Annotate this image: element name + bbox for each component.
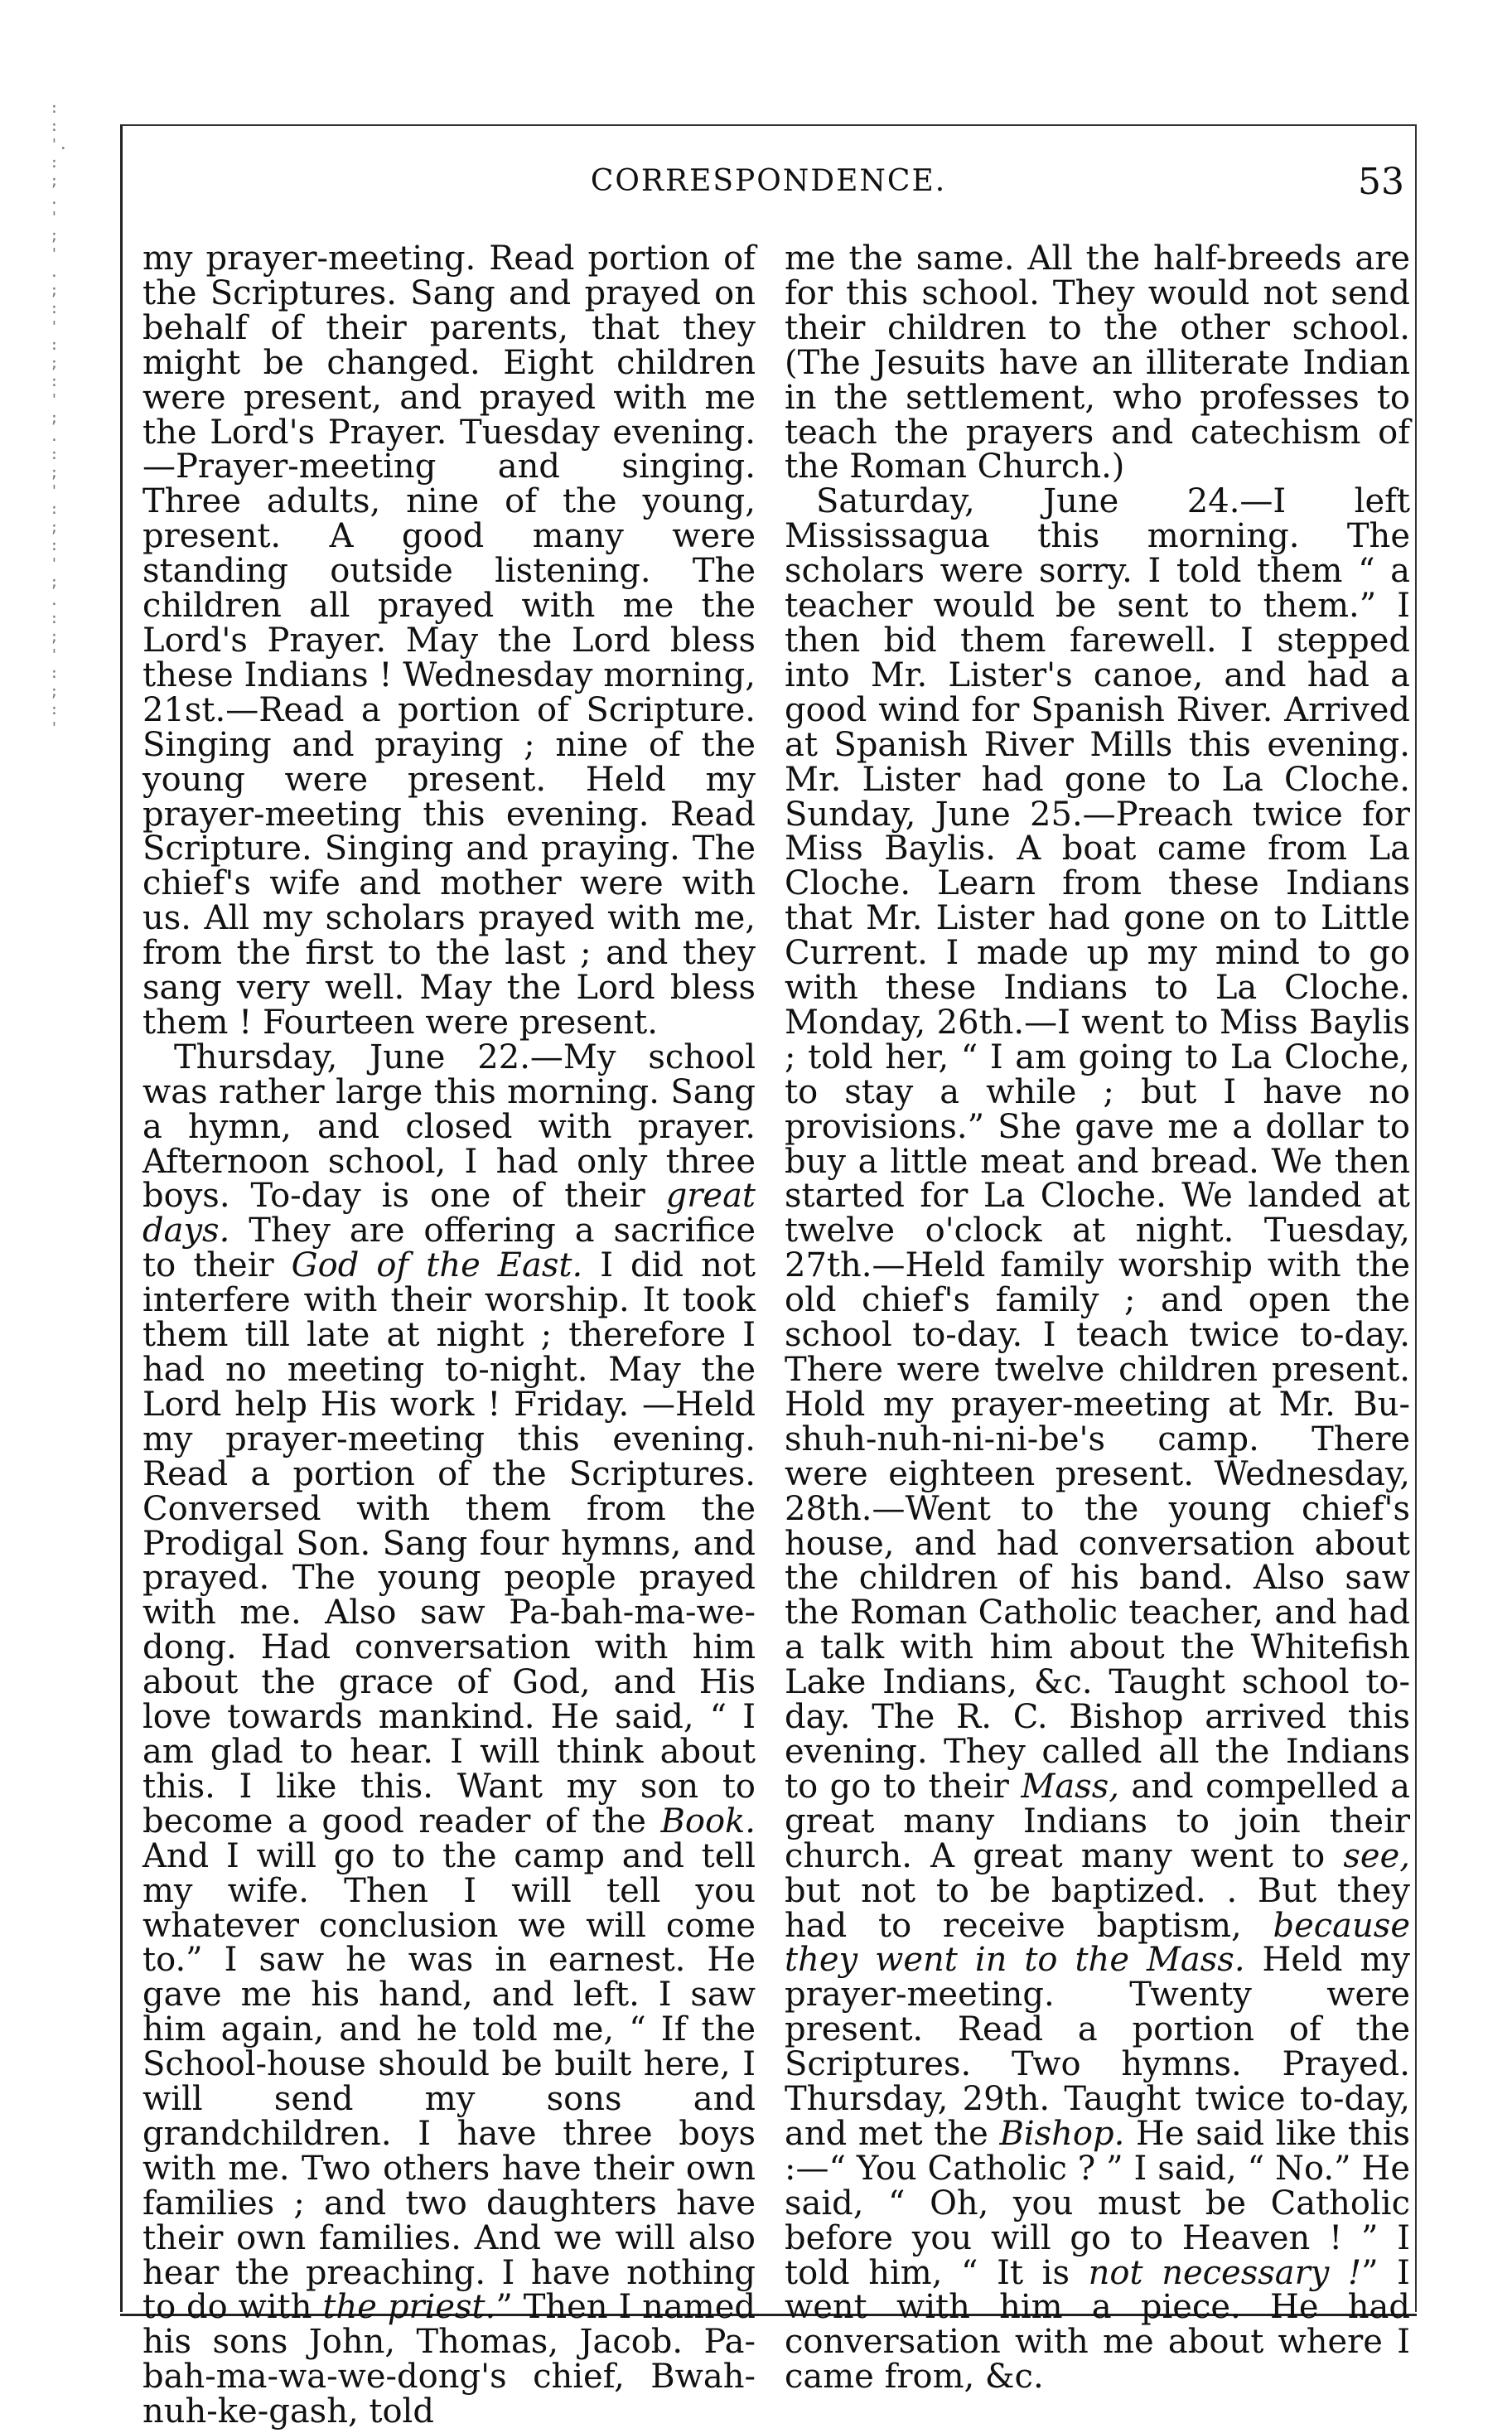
text-run: but not to be baptized. . But they had to receive baptism,: [785, 1871, 1410, 1945]
page-number: 53: [1358, 161, 1404, 203]
text-run: I did not interfere with their worship. It took them till late at night ; therefore I had no meeting to-night. May the Lord help His work ! Friday. —Held my prayer-meeting this evening. Read a portion of the Scriptures. Conversed with them from the Prodigal Son. Sang four hymns, and prayed. The young people prayed with me. Also saw Pa-bah-ma-we-dong. Had conversation with him about the grace of God, and His love towards mankind. He said, “ I am glad to hear. I will think about this. I like this. Want my son to become a good reader of the: [143, 1246, 756, 1840]
italic-run: see,: [1343, 1836, 1410, 1875]
italic-run: Book.: [660, 1802, 756, 1840]
italic-run: not necessary !: [1088, 2253, 1362, 2292]
text-run: Held my prayer-meeting. Twenty were present. Read a portion of the Scriptures. Two hymns. Prayed. Thursday, 29th. Taught twice to-day, and met the: [785, 1941, 1410, 2153]
running-header: [133, 161, 1404, 204]
text-run: They are offering a sacrifice to their: [143, 1212, 756, 1285]
left-column: [143, 239, 756, 2431]
text-run: Thursday, June 22.—My school was rather large this morning. Sang a hymn, and closed with prayer. Afternoon school, I had only three boys. To-day is one of their: [143, 1038, 756, 1216]
running-title: CORRESPONDENCE.: [590, 164, 947, 198]
left-paragraph-2: [143, 1038, 756, 2431]
text-run: Saturday, June 24.—I left Mississagua this morning. The scholars were sorry. I told them “ a teacher would be sent to them.” I then bid them farewell. I stepped into Mr. Lister's canoe, and had a good wind for Spanish River. Arrived at Spanish River Mills this evening. Mr. Lister had gone to La Cloche. Sunday, June 25.—Preach twice for Miss Baylis. A boat came from La Cloche. Learn from these Indians that Mr. Lister had gone on to Little Current. I made up my mind to go with these Indians to La Cloche. Monday, 26th.—I went to Miss Baylis ; told her, “ I am going to La Cloche, to stay a while ; but I have no provisions.” She gave me a dollar to buy a little meat and bread. We then started for La Cloche. We landed at twelve o'clock at night. Tuesday, 27th.—Held family worship with the old chief's family ; and open the school to-day. I teach twice to-day. There were twelve children present. Hold my prayer-meeting at Mr. Bu-shuh-nuh-ni-ni-be's camp. There were eighteen present. Wednesday, 28th.—Went to the young chief's house, and had conversation about the children of his band. Also saw the Roman Catholic teacher, and had a talk with him about the Whitefish Lake Indians, &c. Taught school to-day. The R. C. Bishop arrived this evening. They called all the Indians to go to their: [785, 482, 1410, 1806]
italic-run: the priest.: [322, 2288, 496, 2327]
italic-run: great days.: [143, 1177, 756, 1250]
binding-margin-marks: : : '. : ; . ' ; ' . ; : ' : ; : ' ; . : ; ' : ; : ' ; . : ; ' : ; : ': [50, 99, 68, 737]
right-column: [785, 239, 1411, 2397]
text-run: ” I went with him a piece. He had conversation with me about where I came from, &c.: [785, 2253, 1410, 2397]
italic-run: Bishop.: [999, 2114, 1125, 2153]
text-run: and compelled a great many Indians to join their church. A great many went to: [785, 1767, 1411, 1875]
right-paragraph-1: me the same. All the half-breeds are for this school. They would not send their children to the other school. (The Jesuits have an illiterate Indian in the settlement, who professes to teach the prayers and catechism of the Roman Church.): [785, 239, 1410, 486]
italic-run: Mass,: [1021, 1767, 1119, 1806]
text-run: ” Then I named his sons John, Thomas, Jacob. Pa-bah-ma-wa-we-dong's chief, Bwah-nuh-ke-gash, told: [143, 2288, 756, 2431]
left-paragraph-1: my prayer-meeting. Read portion of the Scriptures. Sang and prayed on behalf of their parents, that they might be changed. Eight children were present, and prayed with me the Lord's Prayer. Tuesday evening.—Prayer-meeting and singing. Three adults, nine of the young, present. A good many were standing outside listening. The children all prayed with me the Lord's Prayer. May the Lord bless these Indians ! Wednesday morning, 21st.—Read a portion of Scripture. Singing and praying ; nine of the young were present. Held my prayer-meeting this evening. Read Scripture. Singing and praying. The chief's wife and mother were with us. All my scholars prayed with me, from the first to the last ; and they sang very well. May the Lord bless them ! Fourteen were present.: [143, 239, 756, 1042]
text-run: He said like this :—“ You Catholic ? ” I said, “ No.” He said, “ Oh, you must be Catholic before you will go to Heaven ! ” I told him, “ It is: [785, 2114, 1411, 2292]
right-paragraph-2: [785, 482, 1411, 2397]
italic-run: because they went in to the Mass.: [785, 1906, 1410, 1980]
text-run: And I will go to the camp and tell my wife. Then I will tell you whatever conclusion we will come to.” I saw he was in earnest. He gave me his hand, and left. I saw him again, and he told me, “ If the School-house should be built here, I will send my sons and grandchildren. I have three boys with me. Two others have their own families ; and two daughters have their own families. And we will also hear the preaching. I have nothing to do with: [143, 1836, 756, 2327]
italic-run: God of the East.: [291, 1246, 583, 1285]
